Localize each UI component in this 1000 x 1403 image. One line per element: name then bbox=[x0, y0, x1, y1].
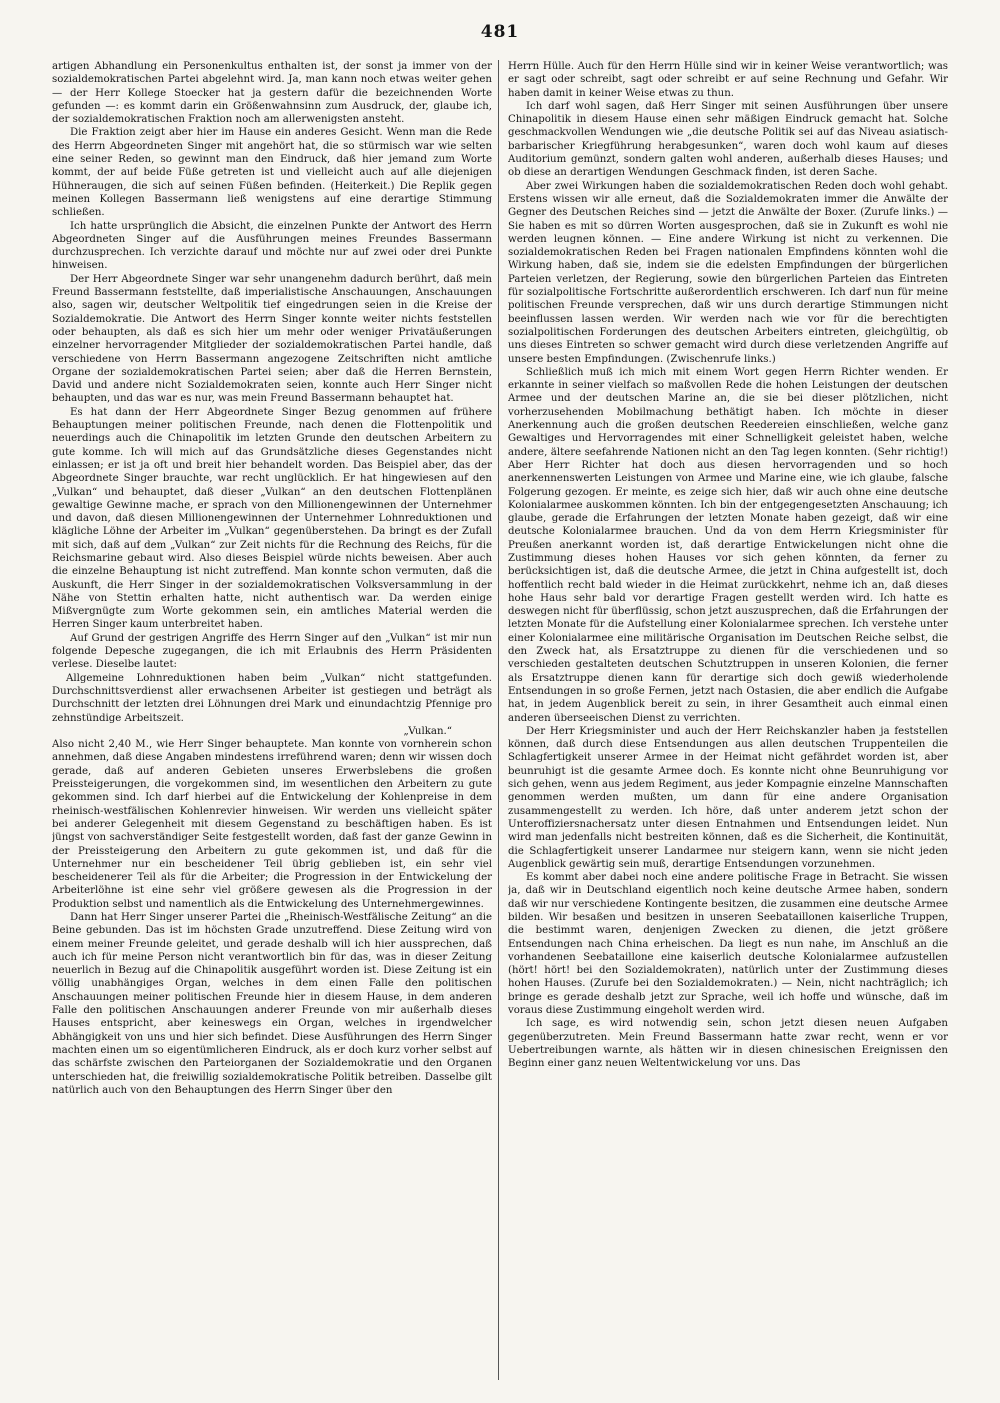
left-column-paragraph: Allgemeine Lohnreduktionen haben beim „Vulkan“ nicht stattgefunden. Durchschnittsverdienst aller erwachsenen Arbeiter ist gestiegen und beträgt als Durchschnitt der letzten drei Löhnungen drei Mark und einundachtzig Pfennige pro zehnstündige Arbeitszeit. bbox=[52, 672, 492, 724]
left-column-paragraph: artigen Abhandlung ein Personenkultus enthalten ist, der sonst ja immer von der sozialdemokratischen Partei abgelehnt wird. Ja, man kann noch etwas weiter gehen — der Herr Kollege Stoecker hat ja gestern dafür die bezeichnenden Worte gefunden —: es kommt darin ein Größenwahnsinn zum Ausdruck, der, glaube ich, der sozialdemokratischen Fraktion noch am allerwenigsten ansteht. bbox=[52, 61, 492, 126]
left-column-paragraph: Es hat dann der Herr Abgeordnete Singer Bezug genommen auf frühere Behauptungen meiner politischen Freunde, nach denen die Flottenpolitik und neuerdings auch die Chinapolitik im letzten Grunde den deutschen Arbeitern zu gute komme. Ich will mich auf das Grundsätzliche dieses Gegenstandes nicht einlassen; er ist ja oft und breit hier behandelt worden. Das Beispiel aber, das der Abgeordnete Singer brauchte, war recht unglücklich. Er hat hingewiesen auf den „Vulkan“ und behauptet, daß dieser „Vulkan“ an den deutschen Flottenplänen gewaltige Gewinne mache, er sprach von den Millionengewinnen der Unternehmer und davon, daß diesen Millionengewinnen der Unternehmer Lohnreduktionen und klägliche Löhne der Arbeiter im „Vulkan“ gegenüberstehen. Da bringt es der Zufall mit sich, daß auf dem „Vulkan“ zur Zeit nichts für die Rechnung des Reichs, für die Reichsmarine gebaut wird. Also dieses Beispiel würde nichts beweisen. Aber auch die einzelne Behauptung ist nicht zutreffend. Man konnte schon vermuten, daß die Auskunft, die Herr Singer in der sozialdemokratischen Volksversammlung in der Nähe von Stettin erhalten hatte, nicht authentisch war. Da werden einige Mißvergnügte zum Worte gekommen sein, ein amtliches Material werden die Herren Singer kaum unterbreitet haben. bbox=[52, 406, 492, 631]
right-column-paragraph: Herrn Hülle. Auch für den Herrn Hülle sind wir in keiner Weise verantwortlich; was er sagt oder schreibt, sagt oder schreibt er auf seine Rechnung und Gefahr. Wir haben damit in keiner Weise etwas zu thun. bbox=[508, 61, 948, 99]
right-column-paragraph: Ich sage, es wird notwendig sein, schon jetzt diesen neuen Aufgaben gegenüberzutreten. Mein Freund Bassermann hatte zwar recht, wenn er vor Uebertreibungen warnte, als hätten wir in diesen chinesischen Ereignissen den Beginn einer ganz neuen Weltentwickelung vor uns. Das bbox=[508, 1018, 948, 1070]
page-number: 481 bbox=[480, 22, 520, 42]
right-column-paragraph: Der Herr Kriegsminister und auch der Herr Reichskanzler haben ja feststellen können, daß durch diese Entsendungen aus allen deutschen Truppenteilen die Schlagfertigkeit unserer Armee in der Heimat nicht gefährdet worden ist, aber beunruhigt ist die gesamte Armee doch. Es konnte nicht ohne Beunruhigung vor sich gehen, wenn aus jedem Regiment, aus jeder Kompagnie einzelne Mannschaften genommen werden mußten, um dann für eine andere Organisation zusammengestellt zu werden. Ich höre, daß unter anderem jetzt schon der Unteroffiziersnachersatz unter diesen Entnahmen und Entsendungen leidet. Nun wird man jedenfalls nicht bestreiten können, daß es die Sicherheit, die Kontinuität, die Schlagfertigkeit unserer Landarmee nur steigern kann, wenn sie nicht jeden Augenblick gewärtig sein muß, derartige Entsendungen vorzunehmen. bbox=[508, 725, 948, 870]
left-column-paragraph: Die Fraktion zeigt aber hier im Hause ein anderes Gesicht. Wenn man die Rede des Herrn Abgeordneten Singer mit angehört hat, die so stürmisch war wie selten eine seiner Reden, so gewinnt man den Eindruck, daß hier jemand zum Worte kommt, der auf beide Füße getreten ist und vielleicht auch auf alle diejenigen Hühneraugen, die sich auf seinen Füßen befinden. (Heiterkeit.) Die Replik gegen meinen Kollegen Bassermann ließ wenigstens auf eine derartige Stimmung schließen. bbox=[52, 127, 492, 219]
right-column-paragraph: Aber zwei Wirkungen haben die sozialdemokratischen Reden doch wohl gehabt. Erstens wissen wir alle erneut, daß die Sozialdemokraten immer die Anwälte der Gegner des Deutschen Reiches sind — jetzt die Anwälte der Boxer. (Zurufe links.) — Sie haben es mit so dürren Worten ausgesprochen, daß sie in Zukunft es wohl nie werden leugnen können. — Eine andere Wirkung ist nicht zu verkennen. Die sozialdemokratischen Reden bei Fragen nationalen Empfindens könnten wohl die Wirkung haben, daß sie, indem sie die edelsten Empfindungen der bürgerlichen Parteien verletzen, der Regierung, sowie den bürgerlichen Parteien das Eintreten für sozialpolitische Fortschritte außerordentlich erschweren. Ich darf nun für meine politischen Freunde versprechen, daß wir uns durch derartige Stimmungen nicht beeinflussen lassen werden. Wir werden nach wie vor für die berechtigten sozialpolitischen Forderungen des deutschen Arbeiters eintreten, gleichgültig, ob uns dieses Eintreten so schwer gemacht wird durch diese verletzenden Angriffe auf unsere besten Empfindungen. (Zwischenrufe links.) bbox=[508, 180, 948, 365]
left-column-paragraph: „Vulkan.“ bbox=[403, 725, 452, 737]
right-column bbox=[508, 60, 948, 1380]
right-column-paragraph: Schließlich muß ich mich mit einem Wort gegen Herrn Richter wenden. Er erkannte in seiner vielfach so maßvollen Rede die hohen Leistungen der deutschen Armee und der deutschen Marine an, die sie bei dieser plötzlichen, nicht vorherzusehenden Mobilmachung bethätigt haben. Ich möchte in dieser Anerkennung auch die großen deutschen Reedereien einschließen, welche ganz Gewaltiges und Hervorragendes mit einer Schnelligkeit geleistet haben, welche andere, ältere seefahrende Nationen nicht an den Tag legen konnten. (Sehr richtig!) Aber Herr Richter hat doch aus diesen hervorragenden und so hoch anerkennenswerten Leistungen von Armee und Marine eine, wie ich glaube, falsche Folgerung gezogen. Er meinte, es zeige sich hier, daß wir auch ohne eine deutsche Kolonialarmee auskommen könnten. Ich bin der entgegengesetzten Anschauung; ich glaube, gerade die Erfahrungen der letzten Monate haben gezeigt, daß wir eine deutsche Kolonialarmee brauchen. Und da von dem Herrn Kriegsminister für Preußen anerkannt worden ist, daß derartige Entwickelungen nicht ohne die Zustimmung dieses hohen Hauses vor sich gehen könnten, da ferner zu berücksichtigen ist, daß die deutsche Armee, die jetzt in China aufgestellt ist, doch hoffentlich recht bald wieder in die Heimat zurückkehrt, nehme ich an, daß dieses hohe Haus sehr bald vor derartige Fragen gestellt werden wird. Ich hatte es deswegen nicht für überflüssig, schon jetzt auszusprechen, daß die Erfahrungen der letzten Monate für die Aufstellung einer Kolonialarmee sprechen. Ich verstehe unter einer Kolonialarmee eine militärische Organisation im Deutschen Reiche selbst, die den Zweck hat, als Ersatztruppe zu dienen für die verschiedenen und so verschieden gestalteten deutschen Schutztruppen in unseren Kolonien, die ferner als Ersatztruppe dienen kann für derartige sich doch gewiß wiederholende Entsendungen in so große Fernen, jetzt nach Ostasien, die aber endlich die Aufgabe hat, in jedem Augenblick bereit zu sein, in ihrer Gesamtheit auch einmal einen anderen überseeischen Dienst zu verrichten. bbox=[508, 366, 948, 724]
left-column-paragraph: Also nicht 2,40 M., wie Herr Singer behauptete. Man konnte von vornherein schon annehmen, daß diese Angaben mindestens irreführend waren; denn wir wissen doch gerade, daß auf anderen Gebieten unseres Erwerbslebens die großen Preissteigerungen, die vorgekommen sind, im wesentlichen den Arbeitern zu gute gekommen sind. Ich darf hierbei auf die Entwickelung der Kohlenpreise in dem rheinisch-westfälischen Kohlenrevier hinweisen. Wir werden uns vielleicht später bei anderer Gelegenheit mit diesem Gegenstand zu beschäftigen haben. Es ist jüngst von sachverständiger Seite festgestellt worden, daß fast der ganze Gewinn in der Preissteigerung den Arbeitern zu gute gekommen ist, und daß für die Unternehmer nur ein bescheidener Teil übrig geblieben ist, ein sehr viel bescheidenerer Teil als für die Arbeiter; die Progression in der Entwickelung der Arbeiterlöhne ist eine sehr viel größere gewesen als die Progression in der Produktion selbst und namentlich als die Entwickelung des Unternehmergewinnes. bbox=[52, 739, 492, 910]
right-column-paragraph: Ich darf wohl sagen, daß Herr Singer mit seinen Ausführungen über unsere Chinapolitik in diesem Hause einen sehr mäßigen Eindruck gemacht hat. Solche geschmackvollen Wendungen wie „die deutsche Politik sei auf das Niveau asiatisch-barbarischer Kriegführung herabgesunken“, waren doch wohl kaum auf dieses Auditorium gemünzt, sondern galten wohl anderen, außerhalb dieses Hauses; und ob diese an derartigen Wendungen Geschmack finden, ist deren Sache. bbox=[508, 100, 948, 179]
column-divider bbox=[498, 60, 499, 1380]
left-column-paragraph: Dann hat Herr Singer unserer Partei die „Rheinisch-Westfälische Zeitung“ an die Beine gebunden. Das ist im höchsten Grade unzutreffend. Diese Zeitung wird von einem meiner Freunde geleitet, und gerade deshalb will ich hier aussprechen, daß auch ich für meine Person nicht verantwortlich bin für das, was in dieser Zeitung neuerlich in Bezug auf die Chinapolitik ausgeführt worden ist. Diese Zeitung ist ein völlig unabhängiges Organ, welches in dem einen Falle den politischen Anschauungen meiner politischen Freunde hier in diesem Hause, in dem anderen Falle den politischen Anschauungen anderer Freunde von mir außerhalb dieses Hauses entspricht, aber keineswegs ein Organ, welches in irgendwelcher Abhängigkeit von uns und hier sich befindet. Diese Ausführungen des Herrn Singer machten einen um so eigentümlicheren Eindruck, als er doch kurz vorher selbst auf das schärfste zwischen den Parteiorganen der Sozialdemokratie und den Organen unterschieden hat, die freiwillig sozialdemokratische Politik betreiben. Dasselbe gilt natürlich auch von den Behauptungen des Herrn Singer über den bbox=[52, 912, 492, 1096]
left-column bbox=[52, 60, 492, 1380]
left-column-paragraph: Ich hatte ursprünglich die Absicht, die einzelnen Punkte der Antwort des Herrn Abgeordneten Singer auf die Ausführungen meines Freundes Bassermann durchzusprechen. Ich verzichte darauf und möchte nur auf zwei oder drei Punkte hinweisen. bbox=[52, 220, 492, 272]
right-column-paragraph: Es kommt aber dabei noch eine andere politische Frage in Betracht. Sie wissen ja, daß wir in Deutschland eigentlich noch keine deutsche Armee haben, sondern daß wir nur verschiedene Kontingente besitzen, die zusammen eine deutsche Armee bilden. Wir besaßen und besitzen in unseren Seebataillonen kaiserliche Truppen, die bestimmt waren, denjenigen Zwecken zu dienen, die jetzt größere Entsendungen nach China erheischen. Da liegt es nun nahe, im Anschluß an die vorhandenen Seebataillone eine kaiserlich deutsche Kolonialarmee aufzustellen (hört! hört! bei den Sozialdemokraten), natürlich unter der Zustimmung dieses hohen Hauses. (Zurufe bei den Sozialdemokraten.) — Nein, nicht nachträglich; ich bringe es gerade deshalb jetzt zur Sprache, weil ich hoffe und wünsche, daß im voraus diese Zustimmung eingeholt werden wird. bbox=[508, 872, 948, 1017]
left-column-paragraph: Auf Grund der gestrigen Angriffe des Herrn Singer auf den „Vulkan“ ist mir nun folgende Depesche zugegangen, die ich mit Erlaubnis des Herrn Präsidenten verlese. Dieselbe lautet: bbox=[52, 632, 492, 671]
left-column-paragraph: Der Herr Abgeordnete Singer war sehr unangenehm dadurch berührt, daß mein Freund Bassermann feststellte, daß imperialistische Anschauungen, Anschauungen also, sagen wir, deutscher Weltpolitik tief eingedrungen seien in die Kreise der Sozialdemokratie. Die Antwort des Herrn Singer konnte weiter nichts feststellen oder behaupten, als daß es sich hier um mehr oder weniger Privatäußerungen einzelner hervorragender Mitglieder der sozialdemokratischen Partei handle, daß verschiedene von Herrn Bassermann angezogene Zeitschriften nicht amtliche Organe der sozialdemokratischen Partei seien; aber daß die Herren Bernstein, David und andere nicht Sozialdemokraten seien, konnte auch Herr Singer nicht behaupten, und das war es nur, was mein Freund Bassermann behauptet hat. bbox=[52, 273, 492, 405]
